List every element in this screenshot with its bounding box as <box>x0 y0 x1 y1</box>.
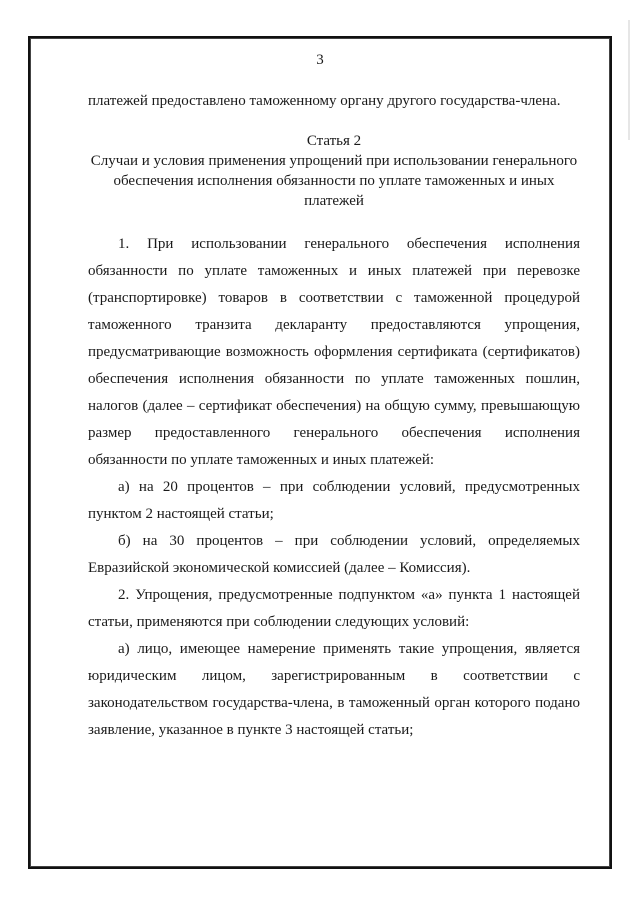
spacer <box>88 211 580 231</box>
paragraph-1b: б) на 30 процентов – при соблюдении условий, определяемых Евразийской экономической комиссией (далее – Комиссия). <box>88 533 580 576</box>
paragraph-1a: а) на 20 процентов – при соблюдении условий, предусмотренных пунктом 2 настоящей статьи; <box>88 479 580 522</box>
paragraph-1: 1. При использовании генерального обеспечения исполнения обязанности по уплате таможенных и иных платежей при перевозке (транспортировке) товаров в соответствии с таможенной процедурой таможенного транзита декларанту предоставляются упрощения, предусматривающие возможность оформления сертификата (сертификатов) обеспечения исполнения обязанности по уплате таможенных пошлин, налогов (далее – сертификат обеспечения) на общую сумму, превышающую размер предоставленного генерального обеспечения исполнения обязанности по уплате таможенных и иных платежей: <box>88 236 580 468</box>
article-subtitle: Случаи и условия применения упрощений при использовании генерального обеспечения исполнения обязанности по уплате таможенных и иных платежей <box>90 153 578 209</box>
article-heading <box>88 131 580 211</box>
paragraph-continuation: платежей предоставлено таможенному органу другого государства-члена. <box>88 93 561 109</box>
page-number: 3 <box>316 52 324 68</box>
paragraph-2: 2. Упрощения, предусмотренные подпунктом «а» пункта 1 настоящей статьи, применяются при соблюдении следующих условий: <box>88 587 580 630</box>
document-body <box>88 88 580 744</box>
scan-edge-mark <box>628 20 630 140</box>
paragraph-2a: а) лицо, имеющее намерение применять такие упрощения, является юридическим лицом, зарегистрированным в соответствии с законодательством государства-члена, в таможенный орган которого подано заявление, указанное в пункте 3 настоящей статьи; <box>88 641 580 738</box>
article-title: Статья 2 <box>306 133 362 149</box>
